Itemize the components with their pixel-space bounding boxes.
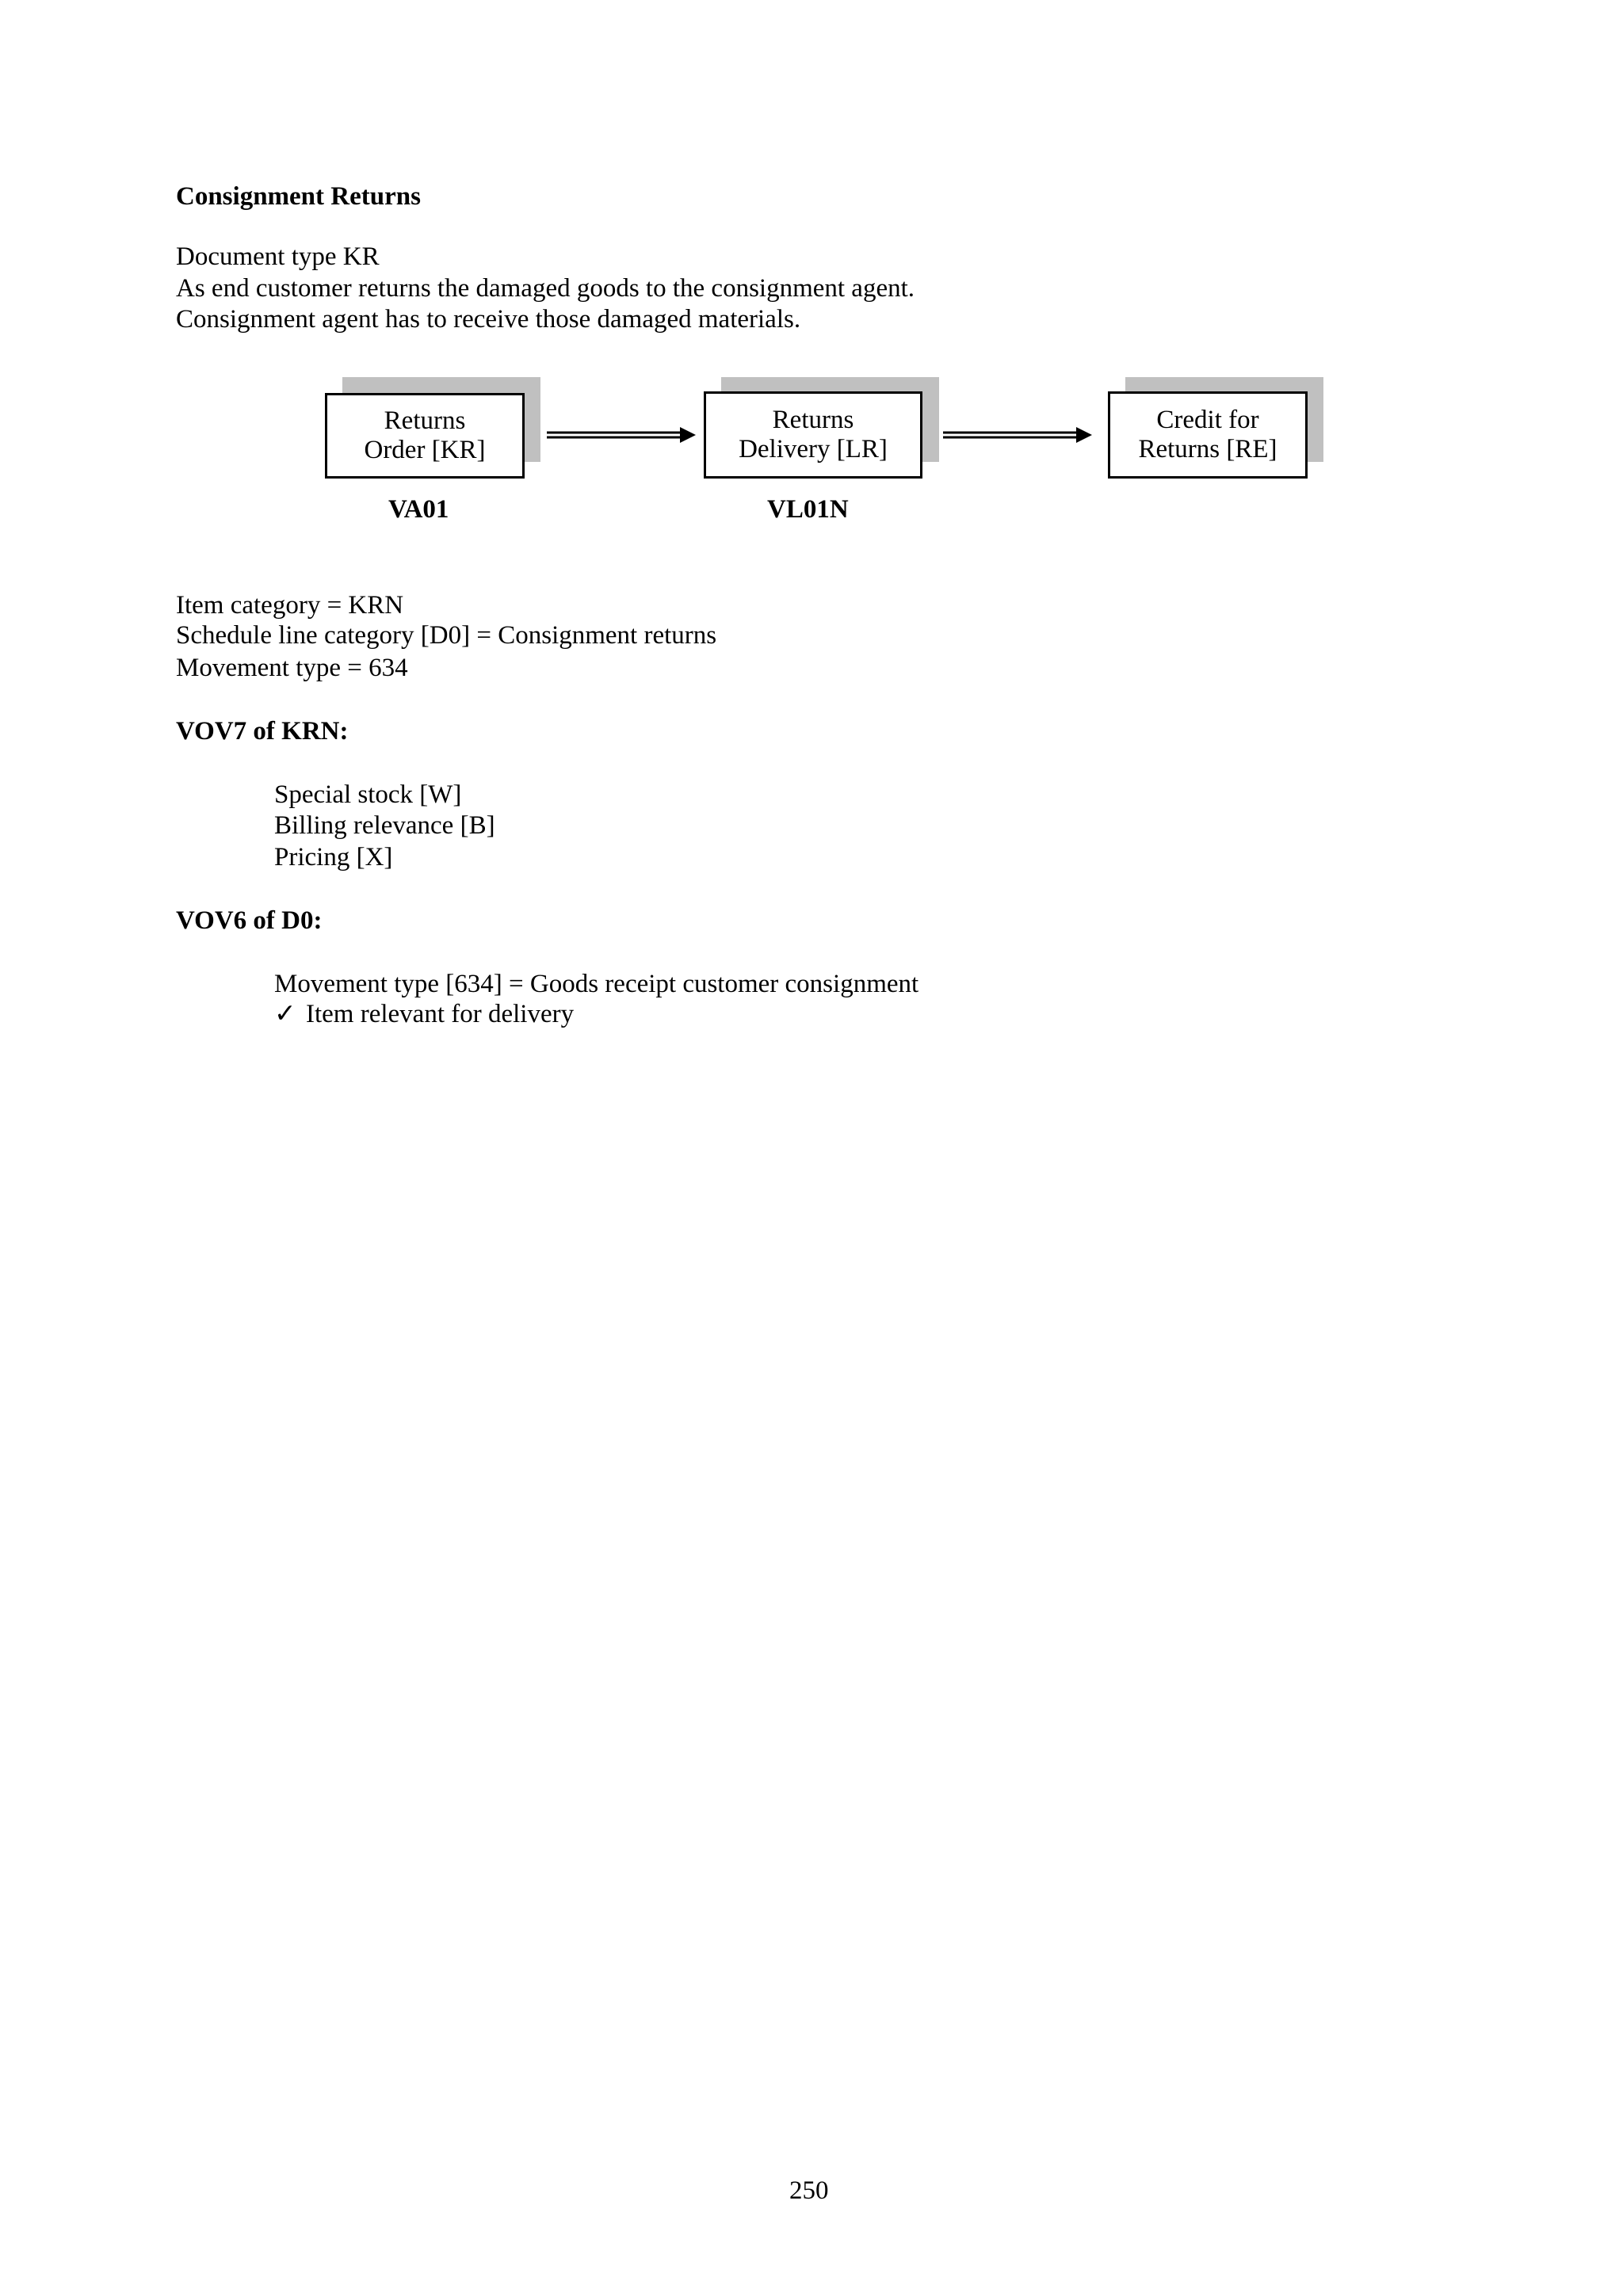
vov6-line-2 xyxy=(274,999,574,1029)
intro-line-2: As end customer returns the damaged goods to the consignment agent. xyxy=(176,274,915,303)
vov7-heading: VOV7 of KRN: xyxy=(176,717,349,746)
vov7-item: Billing relevance [B] xyxy=(274,811,495,840)
checkmark-icon: ✓ xyxy=(274,1000,296,1028)
vov7-item: Special stock [W] xyxy=(274,780,462,809)
detail-line-1: Item category = KRN xyxy=(176,591,404,620)
vov6-line-2-text: Item relevant for delivery xyxy=(306,1000,575,1028)
vov6-heading: VOV6 of D0: xyxy=(176,906,323,935)
vov6-line-1: Movement type [634] = Goods receipt customer consignment xyxy=(274,970,919,998)
section-heading: Consignment Returns xyxy=(176,182,421,211)
flow-box-line: Order [KR] xyxy=(364,436,486,464)
tcode-vl01n: VL01N xyxy=(767,495,849,524)
intro-line-3: Consignment agent has to receive those damaged materials. xyxy=(176,305,801,334)
arrow-right-icon xyxy=(941,424,1094,448)
flow-box-credit-for-returns xyxy=(1108,391,1308,479)
detail-line-3: Movement type = 634 xyxy=(176,654,408,682)
tcode-va01: VA01 xyxy=(388,495,449,524)
flow-box-line: Delivery [LR] xyxy=(739,435,888,463)
vov7-item: Pricing [X] xyxy=(274,843,393,871)
page-number: 250 xyxy=(789,2176,829,2205)
flow-box-line: Credit for xyxy=(1156,406,1259,434)
flow-box-line: Returns xyxy=(772,406,854,434)
flow-box-line: Returns xyxy=(384,406,466,435)
intro-line-1: Document type KR xyxy=(176,242,380,271)
flow-box-returns-delivery xyxy=(704,391,922,479)
arrow-right-icon xyxy=(545,424,697,448)
flow-box-line: Returns [RE] xyxy=(1138,435,1277,463)
detail-line-2: Schedule line category [D0] = Consignment returns xyxy=(176,621,717,650)
flow-box-returns-order xyxy=(325,393,525,479)
